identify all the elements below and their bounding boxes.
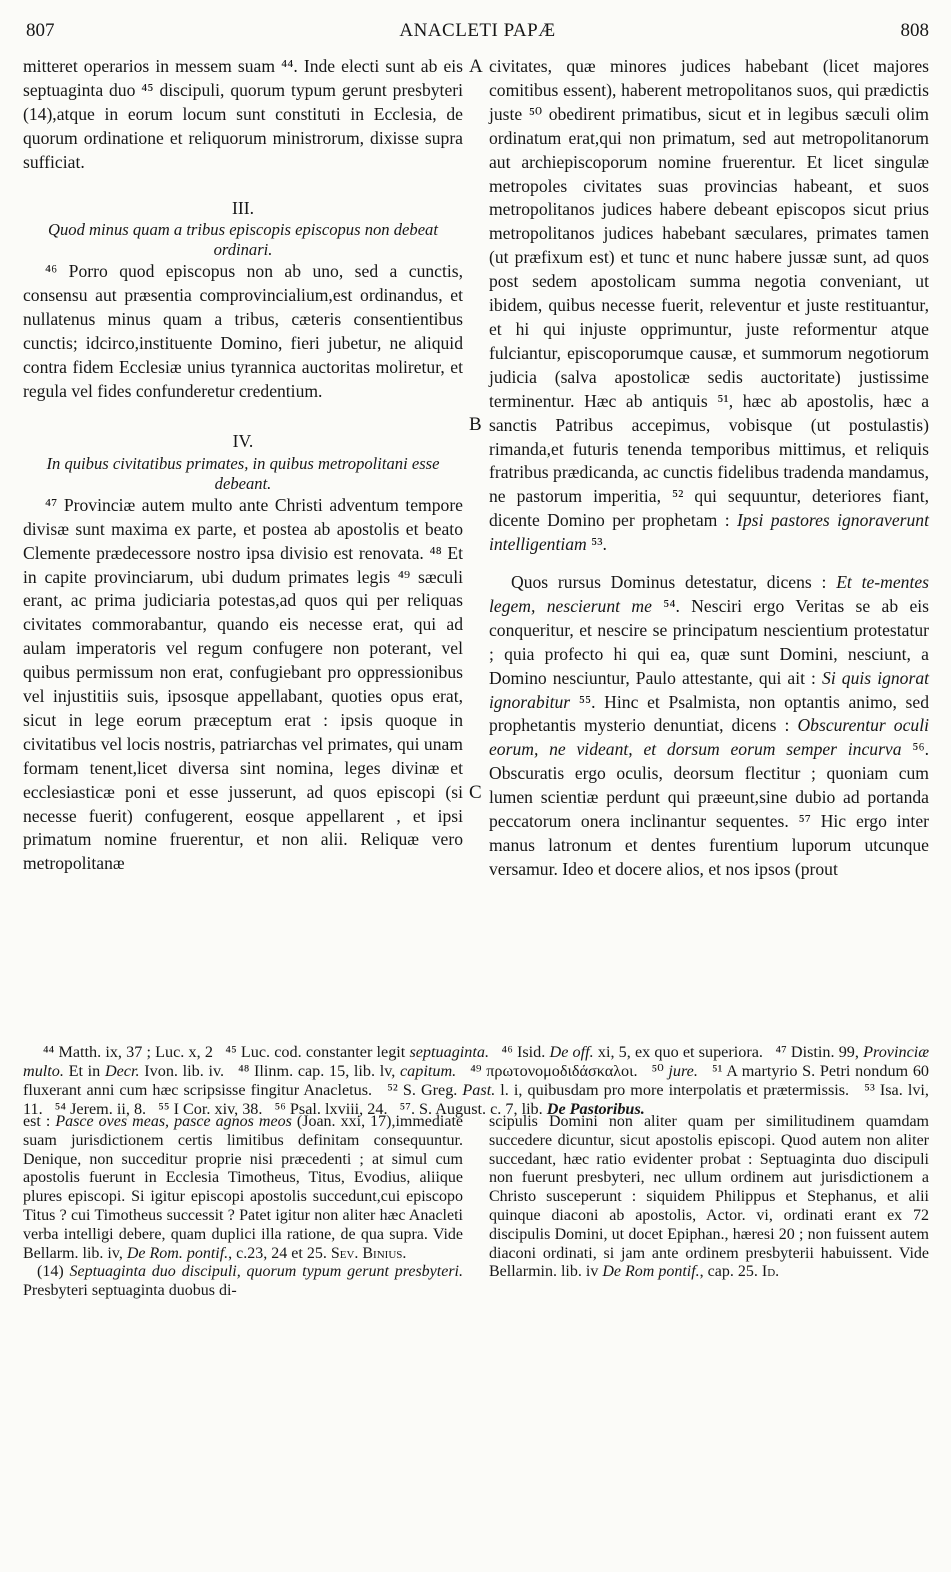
- left-page-number: 807: [26, 20, 55, 41]
- margin-mark-b: B: [469, 414, 482, 435]
- paragraph: Quos rursus Dominus detestatur, dicens : Et te-mentes legem, nescierunt me ⁵⁴. Nesciri ergo Veritas se ab eis conqueritur, et nescire se principatum nescientium protestatur ; quia profecto hi qui ea, quæ sunt Domini, nesciunt, a Domino nesciuntur, Paulo attestante, qui ait : Si quis ignorat ignorabitur ⁵⁵. Hinc et Psalmista, non optantis animo, sed prophetantis mysterio denuntiat, dicens : Obscurentur oculi eorum, ne videant, et dorsum eorum semper incurva ⁵⁶. Obscuratis ergo oculis, deorsum flectitur ; quoniam cum lumen scientiæ perdunt qui præeunt,sine dubio ad portanda peccatorum onera inclinantur sequentes. ⁵⁷ Hic ergo inter manus latronum et dentes furentium luporum utcunque versamur. Ideo et docere alios, et nos ipsos (prout: [489, 572, 929, 879]
- section-number: IV.: [232, 430, 254, 451]
- commentary-right-column: [489, 1113, 929, 1282]
- page-header: [26, 20, 929, 44]
- commentary-paragraph: scipulis Domini non aliter quam per similitudinem quamdam succedere dicuntur, sicut apostolis episcopi. Quod autem non aliter succedant, hæc ratio evidenter probat : Septuaginta duo discipuli non fuerunt presbyteri, nec ullum ordinem aut jurisdictionem a Christo susceperunt : siquidem Philippus et Stephanus, et alii quinque diaconi ab apostolis, Actor. vi, ordinati erant ex 72 discipulis Domini, ut docet Epiphan., hæresi 20 ; non fuissent autem diaconi ordinati, si jam ante ordinem presbyterii habuissent. Vide Bellarmin. lib. iv De Rom pontif., cap. 25. Id.: [489, 1113, 929, 1281]
- paragraph: ⁴⁷ Provinciæ autem multo ante Christi adventum tempore divisæ sunt maxima ex parte, et postea ab apostolis et beato Clemente prædecessore nostro ipsa divisio est renovata. ⁴⁸ Et in capite provinciarum, ubi dudum primates legis ⁴⁹ sæculi erant, ac prima judiciaria potestas,ad quos qui per reliquas civitates commorabantur, quando eis necesse erat, qui ad aulam imperatoris vel regum confugere non poterant, vel quibus permissum non erat, confugiebant pro oppressionibus vel injustitiis suis, ipsosque appellabant, quoties opus erat, sicut in lege eorum præceptum erat : ipsis quoque in civitatibus vel locis nostris, patriarchas vel primates, qui unam formam tenent,licet diversa sint nomina, leges divinæ et ecclesiasticæ poni et esse jusserunt, ad quos episcopi (si necesse fuerit) confugerent, eosque appellarent , et ipsi primatum nomine fruerentur, et non alii. Reliquæ vero metropolitanæ: [23, 494, 463, 874]
- right-text-column: [489, 55, 929, 882]
- commentary-left-column: [23, 1113, 463, 1301]
- right-page-number: 808: [900, 20, 929, 41]
- section-title: In quibus civitatibus primates, in quibus metropolitani esse debeant.: [46, 453, 440, 493]
- section-title: Quod minus quam a tribus episcopis episcopus non debeat ordinari.: [48, 220, 438, 260]
- paragraph: civitates, quæ minores judices habebant (licet majores comitibus essent), haberent metropolitanos suos, qui prædictis juste ⁵⁰ obedirent primatibus, sicut et in legibus sæculi olim ordinatum erat,qui non primatum, sed aut metropolitanorum aut archiepiscoporum nomine fruerentur. Et licet singulæ metropoles civitates suas provincias habeant, et suos metropolitanos judices habere debeant episcopos sicut prius metropolitanos judices habebant sæculares, primates tamen (ut præfixum est) et tunc et nunc habere jussæ sunt, ad quos post sedem apostolicam summa negotia conveniant, ut ibidem, quibus necesse fuerit, releventur et juste restituantur, et hi qui injuste opprimuntur, juste reformentur atque fulciantur, episcoporumque causæ, et summorum negotiorum judicia (salva apostolicæ sedis auctoritate) justissime terminentur. Hæc ab antiquis ⁵¹, hæc ab apostolis, hæc a sanctis Patribus accepimus, vobisque (ut postulastis) rimanda,et futuris tenenda temporibus mittimus, et reliquis fratribus prædicanda, ac cunctis fidelibus tradenda mandamus, ne pastorum imperitia, ⁵² qui sequuntur, deteriores fiant, dicente Domino per prophetam : Ipsi pastores ignoraverunt intelligentiam ⁵³.: [489, 56, 929, 555]
- margin-mark-c: C: [469, 782, 482, 803]
- running-title: ANACLETI PAPÆ: [399, 20, 556, 41]
- footnotes: ⁴⁴ Matth. ix, 37 ; Luc. x, 2 ⁴⁵ Luc. cod. constanter legit septuaginta. ⁴⁶ Isid. De off. xi, 5, ex quo et superiora. ⁴⁷ Distin. 99, Provinciæ multo. Et in Decr. Ivon. lib. iv. ⁴⁸ Ilinm. cap. 15, lib. lv, capitum. ⁴⁹ πρωτονομοδιδάσκαλοι. ⁵⁰ jure. ⁵¹ A martyrio S. Petri nondum 60 fluxerant anni cum hæc scripsisse fingitur Anacletus. ⁵² S. Greg. Past. l. i, quibusdam pro more interpolatis et prætermissis. ⁵³ Isa. lvi, 11. ⁵⁴ Jerem. ii, 8. ⁵⁵ I Cor. xiv, 38. ⁵⁶ Psal. lxviii, 24. ⁵⁷. S. August. c. 7, lib. De Pastoribus.: [23, 1043, 930, 1118]
- commentary-paragraph: (14) Septuaginta duo discipuli, quorum typum gerunt presbyteri. Presbyteri septuaginta duobus di-: [23, 1263, 464, 1300]
- section-number: III.: [232, 197, 254, 218]
- left-text-column: [23, 55, 463, 876]
- margin-mark-a: A: [469, 56, 483, 77]
- commentary-paragraph: est : Pasce oves meas, pasce agnos meos (Joan. xxi, 17),immediate suam jurisdictionem certis limitibus definitam consequuntur. Denique, non succeditur proprie nisi præcedenti ; at simul cum apostolis fuerunt in Ecclesia Timotheus, Titus, Evodius, aliique plures episcopi. Si igitur episcopi apostolis succedunt,cui episcopo Titus ? cui Timotheus successit ? Patet igitur non aliter hæc Anacleti verba intelligi debere, quam duplici illa ratione, de qua supra. Vide Bellarm. lib. iv, De Rom. pontif., c.23, 24 et 25. Sev. Binius.: [23, 1113, 463, 1262]
- paragraph: mitteret operarios in messem suam ⁴⁴. Inde electi sunt ab eis septuaginta duo ⁴⁵ discipuli, quorum typum gerunt presbyteri (14),atque in eorum locum sunt constituti in Ecclesia, de quorum ordinatione et reliquorum ministrorum, dixisse supra sufficiat.: [23, 56, 463, 172]
- paragraph: ⁴⁶ Porro quod episcopus non ab uno, sed a cunctis, consensu aut præsentia comprovincialium,est ordinandus, et nullatenus minus quam a tribus, cæteris consentientibus cunctis; idcirco,instituente Domino, fieri jubetur, ne aliquid contra fidem Ecclesiæ unius tyrannica auctoritas moliretur, et regula vel fides confunderetur credentium.: [23, 261, 463, 401]
